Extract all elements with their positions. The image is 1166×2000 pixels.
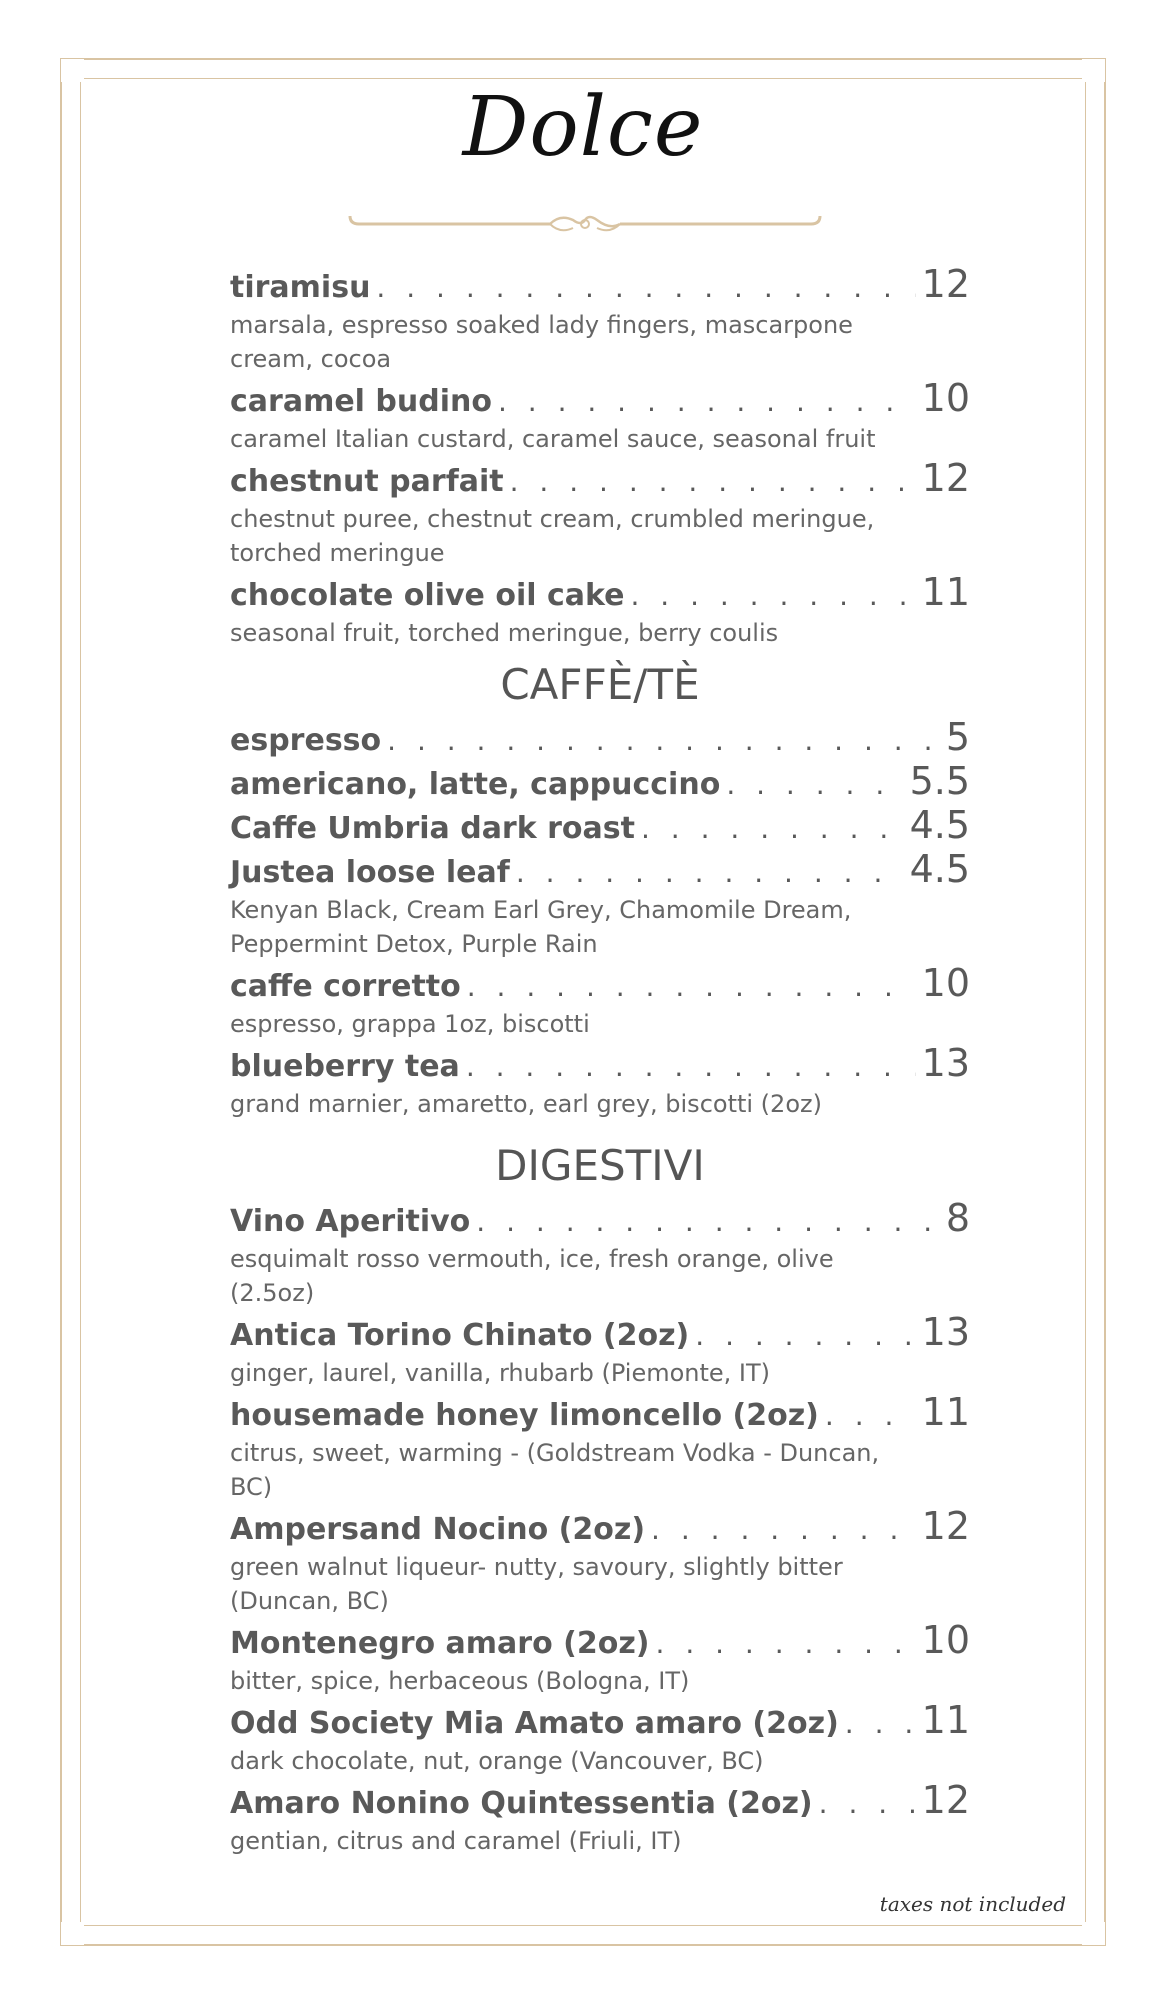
- item-description: espresso, grappa 1oz, biscotti: [230, 1010, 590, 1038]
- menu-item: [230, 1196, 970, 1310]
- item-description: citrus, sweet, warming - (Goldstream Vodka - Duncan, BC): [230, 1439, 880, 1501]
- menu-item: [230, 715, 970, 759]
- menu-item: [230, 847, 970, 961]
- item-description: dark chocolate, nut, orange (Vancouver, BC): [230, 1747, 764, 1775]
- dot-leader: [376, 271, 915, 304]
- item-name: chocolate olive oil cake: [230, 578, 625, 613]
- menu-item: [230, 1390, 970, 1504]
- item-price: 8: [945, 1196, 970, 1240]
- dot-leader: [819, 1787, 916, 1820]
- dot-leader: [630, 579, 915, 612]
- item-price: 10: [921, 376, 970, 420]
- section-heading-digestivi: DIGESTIVI: [495, 1141, 705, 1190]
- item-description: seasonal fruit, torched meringue, berry coulis: [230, 619, 779, 647]
- corner-ornament: [1082, 1922, 1106, 1946]
- menu-item: [230, 262, 970, 376]
- item-name: Amaro Nonino Quintessentia (2oz): [230, 1786, 813, 1821]
- item-name: americano, latte, cappuccino: [230, 767, 721, 802]
- item-description: Kenyan Black, Cream Earl Grey, Chamomile Dream, Peppermint Detox, Purple Rain: [230, 896, 852, 958]
- dot-leader: [498, 385, 916, 418]
- caffe-section: [230, 715, 970, 1121]
- item-description: esquimalt rosso vermouth, ice, fresh orange, olive (2.5oz): [230, 1245, 834, 1307]
- dot-leader: [476, 1205, 940, 1238]
- dot-leader: [387, 724, 940, 757]
- dolce-section: [230, 262, 970, 650]
- item-name: Antica Torino Chinato (2oz): [230, 1318, 690, 1353]
- dot-leader: [641, 812, 904, 845]
- item-name: Montenegro amaro (2oz): [230, 1626, 650, 1661]
- item-price: 12: [921, 1504, 970, 1548]
- menu-item: [230, 1504, 970, 1618]
- corner-ornament: [60, 58, 84, 82]
- menu-item: [230, 1041, 970, 1121]
- dot-leader: [651, 1513, 916, 1546]
- item-price: 12: [921, 1778, 970, 1822]
- menu-item: [230, 1698, 970, 1778]
- menu-item: [230, 1310, 970, 1390]
- flourish-divider-icon: [345, 208, 825, 238]
- item-description: chestnut puree, chestnut cream, crumbled meringue, torched meringue: [230, 505, 875, 567]
- item-description: marsala, espresso soaked lady fingers, mascarpone cream, cocoa: [230, 311, 853, 373]
- item-price: 13: [921, 1310, 970, 1354]
- item-price: 5: [945, 715, 970, 759]
- item-name: Odd Society Mia Amato amaro (2oz): [230, 1706, 839, 1741]
- taxes-note: taxes not included: [879, 1892, 1066, 1916]
- menu-list: [230, 262, 970, 1858]
- item-name: Caffe Umbria dark roast: [230, 811, 635, 846]
- item-description: ginger, laurel, vanilla, rhubarb (Piemonte, IT): [230, 1359, 771, 1387]
- item-name: Vino Aperitivo: [230, 1204, 471, 1239]
- item-price: 12: [921, 456, 970, 500]
- item-name: espresso: [230, 723, 382, 758]
- dot-leader: [845, 1707, 916, 1740]
- item-name: tiramisu: [230, 270, 371, 305]
- item-price: 11: [921, 1390, 970, 1434]
- section-heading-caffe: CAFFÈ/TÈ: [500, 660, 700, 709]
- menu-item: [230, 456, 970, 570]
- item-name: housemade honey limoncello (2oz): [230, 1398, 819, 1433]
- item-description: caramel Italian custard, caramel sauce, seasonal fruit: [230, 425, 876, 453]
- item-price: 11: [921, 570, 970, 614]
- item-name: caramel budino: [230, 384, 492, 419]
- menu-item: [230, 759, 970, 803]
- dot-leader: [466, 1050, 916, 1083]
- dot-leader: [695, 1319, 915, 1352]
- corner-ornament: [1082, 58, 1106, 82]
- menu-item: [230, 1618, 970, 1698]
- dot-leader: [510, 465, 916, 498]
- item-description: gentian, citrus and caramel (Friuli, IT): [230, 1827, 682, 1855]
- dot-leader: [467, 970, 916, 1003]
- corner-ornament: [60, 1922, 84, 1946]
- item-name: Justea loose leaf: [230, 855, 510, 890]
- item-price: 5.5: [909, 759, 970, 803]
- item-name: Ampersand Nocino (2oz): [230, 1512, 646, 1547]
- digestivi-section: [230, 1196, 970, 1858]
- menu-item: [230, 376, 970, 456]
- dot-leader: [825, 1399, 916, 1432]
- item-price: 11: [921, 1698, 970, 1742]
- item-description: bitter, spice, herbaceous (Bologna, IT): [230, 1667, 690, 1695]
- dot-leader: [656, 1627, 916, 1660]
- item-price: 4.5: [909, 803, 970, 847]
- menu-title: Dolce: [462, 80, 704, 175]
- item-name: blueberry tea: [230, 1049, 460, 1084]
- menu-item: [230, 961, 970, 1041]
- dot-leader: [726, 768, 903, 801]
- menu-item: [230, 803, 970, 847]
- item-price: 13: [921, 1041, 970, 1085]
- item-price: 10: [921, 961, 970, 1005]
- item-name: chestnut parfait: [230, 464, 504, 499]
- item-name: caffe corretto: [230, 969, 461, 1004]
- item-description: grand marnier, amaretto, earl grey, biscotti (2oz): [230, 1090, 822, 1118]
- dot-leader: [516, 856, 904, 889]
- item-description: green walnut liqueur- nutty, savoury, slightly bitter (Duncan, BC): [230, 1553, 843, 1615]
- item-price: 4.5: [909, 847, 970, 891]
- menu-item: [230, 1778, 970, 1858]
- item-price: 12: [921, 262, 970, 306]
- menu-item: [230, 570, 970, 650]
- item-price: 10: [921, 1618, 970, 1662]
